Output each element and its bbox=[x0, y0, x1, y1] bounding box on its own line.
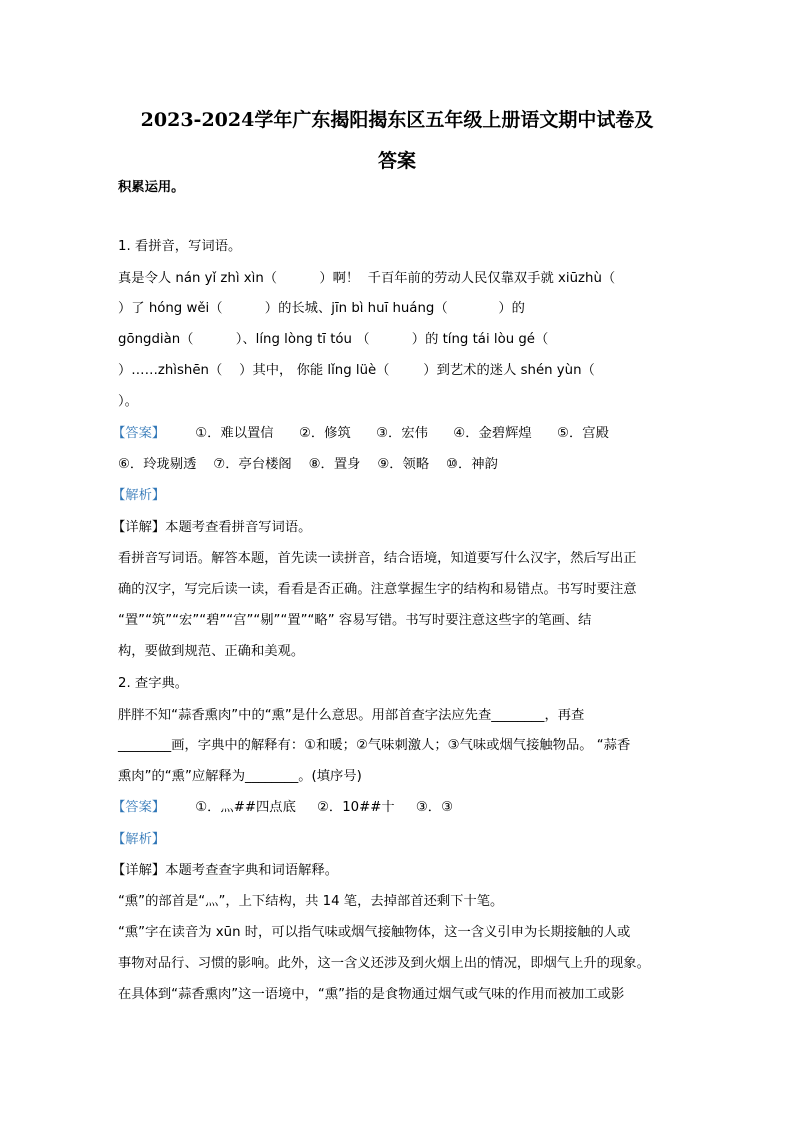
q1-text-line: ）了 hóng wěi（ ）的长城、jīn bì huī huáng（ ）的 bbox=[118, 301, 525, 316]
section-heading: 积累运用。 bbox=[118, 180, 185, 195]
q1-heading: 1. 看拼音，写词语。 bbox=[118, 239, 242, 254]
q2-text-line: 胖胖不知“蒜香熏肉”中的“熏”是什么意思。用部首查字法应先查________，再查 bbox=[118, 708, 585, 723]
document-title-line2: 答案 bbox=[377, 150, 416, 172]
q1-text-line: ）……zhìshēn（ ）其中， 你能 lǐng lüè（ ）到艺术的迷人 shén yùn（ bbox=[118, 363, 595, 378]
q1-text-line: gōngdiàn（ ）、líng lòng tī tóu （ ）的 tíng tái lòu gé（ bbox=[118, 332, 549, 347]
q2-text-line: ________画，字典中的解释有：①和暖；②气味刺激人；③气味或烟气接触物品。 “蒜香 bbox=[118, 738, 631, 753]
answer-tag: 【答案】 bbox=[112, 426, 166, 441]
q2-detail: 【详解】本题考查查字典和词语解释。 bbox=[112, 863, 339, 878]
document-title-line1: 2023-2024学年广东揭阳揭东区五年级上册语文期中试卷及 bbox=[140, 109, 654, 131]
answer-tag: 【答案】 bbox=[112, 800, 166, 815]
analysis-tag: 【解析】 bbox=[112, 488, 166, 503]
q1-detail: 确的汉字，写完后读一读，看看是否正确。注意掌握生字的结构和易错点。书写时要注意 bbox=[118, 582, 637, 597]
q1-answers: ①．难以置信 ②．修筑 ③．宏伟 ④．金碧辉煌 ⑤．宫殿 bbox=[195, 426, 609, 441]
q1-detail: 【详解】本题考查看拼音写词语。 bbox=[112, 520, 312, 535]
q2-detail: “熏”的部首是“灬”，上下结构，共 14 笔，去掉部首还剩下十笔。 bbox=[118, 894, 504, 909]
q1-answers-2: ⑥．玲珑剔透 ⑦．亭台楼阁 ⑧．置身 ⑨．领略 ⑩．神韵 bbox=[118, 457, 498, 472]
q2-detail: 在具体到“蒜香熏肉”这一语境中，“熏”指的是食物通过烟气或气味的作用而被加工或影 bbox=[118, 987, 625, 1002]
q1-text-line: 真是令人 nán yǐ zhì xìn（ ）啊！ 千百年前的劳动人民仅靠双手就 xiūzhù（ bbox=[118, 271, 616, 286]
q2-detail: 事物对品行、习惯的影响。此外，这一含义还涉及到火烟上出的情况，即烟气上升的现象。 bbox=[118, 956, 650, 971]
q1-answer bbox=[112, 425, 609, 443]
q1-detail: 构，要做到规范、正确和美观。 bbox=[118, 644, 305, 659]
q2-answers: ①．灬##四点底 ②．10##十 ③．③ bbox=[195, 800, 453, 815]
q1-detail: “置”“筑”“宏”“碧”“宫”“剔”“置”“略” 容易写错。书写时要注意这些字的笔画、结 bbox=[118, 613, 592, 628]
q2-text-line: 熏肉”的“熏”应解释为________。(填序号) bbox=[118, 769, 362, 784]
q1-text-line: ）。 bbox=[118, 394, 138, 409]
q2-detail: “熏”字在读音为 xūn 时，可以指气味或烟气接触物体，这一含义引申为长期接触的人或 bbox=[118, 925, 631, 940]
q2-heading: 2. 查字典。 bbox=[118, 676, 189, 691]
q1-detail: 看拼音写词语。解答本题，首先读一读拼音，结合语境，知道要写什么汉字，然后写出正 bbox=[118, 551, 637, 566]
analysis-tag: 【解析】 bbox=[112, 832, 166, 847]
q2-answer bbox=[112, 799, 453, 817]
